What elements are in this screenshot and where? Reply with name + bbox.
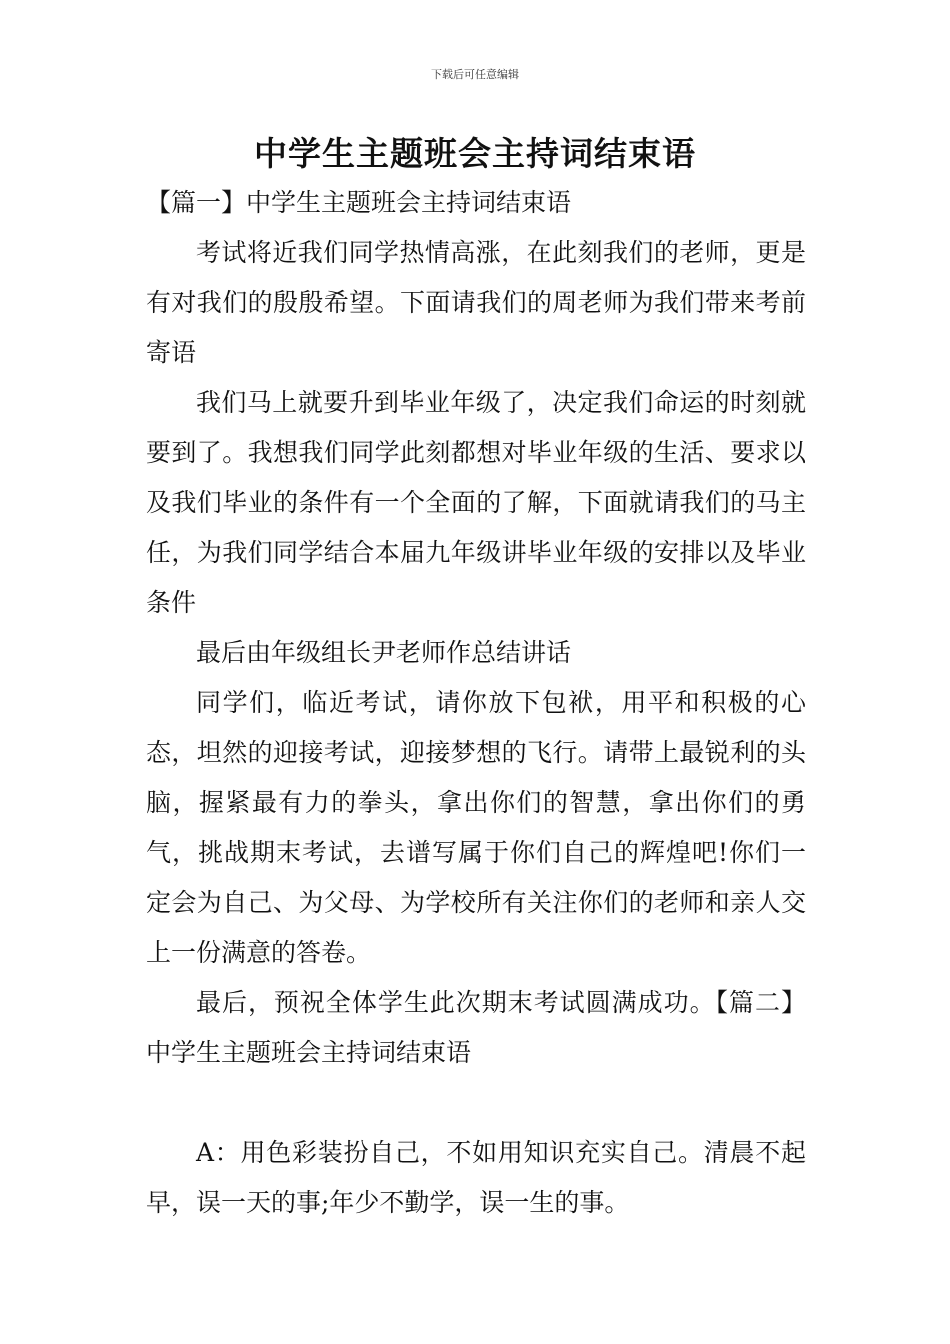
- paragraph: 最后由年级组长尹老师作总结讲话: [196, 638, 572, 667]
- page-header-note: 下载后可任意编辑: [431, 68, 519, 81]
- paragraph: 我们马上就要升到毕业年级了，决定我们命运的时刻就要到了。我想我们同学此刻都想对毕业年级的生活、要求以及我们毕业的条件有一个全面的了解，下面就请我们的马主任，为我们同学结合本届九年级讲毕业年级的安排以及毕业条件: [146, 388, 806, 617]
- section-heading: 【篇一】中学生主题班会主持词结束语: [146, 188, 572, 217]
- document-body: [146, 178, 806, 1228]
- paragraph: 最后，预祝全体学生此次期末考试圆满成功。【篇二】中学生主题班会主持词结束语: [146, 988, 806, 1067]
- paragraph-spacer: [146, 1078, 806, 1128]
- paragraph: A：用色彩装扮自己，不如用知识充实自己。清晨不起早，误一天的事;年少不勤学，误一生的事。: [146, 1138, 806, 1217]
- document-title: 中学生主题班会主持词结束语: [254, 134, 696, 173]
- paragraph: 考试将近我们同学热情高涨，在此刻我们的老师，更是有对我们的殷殷希望。下面请我们的周老师为我们带来考前寄语: [146, 238, 806, 367]
- paragraph: 同学们，临近考试，请你放下包袱，用平和积极的心态，坦然的迎接考试，迎接梦想的飞行。请带上最锐利的头脑，握紧最有力的拳头，拿出你们的智慧，拿出你们的勇气，挑战期末考试，去谱写属于你们自己的辉煌吧!你们一定会为自己、为父母、为学校所有关注你们的老师和亲人交上一份满意的答卷。: [146, 688, 806, 967]
